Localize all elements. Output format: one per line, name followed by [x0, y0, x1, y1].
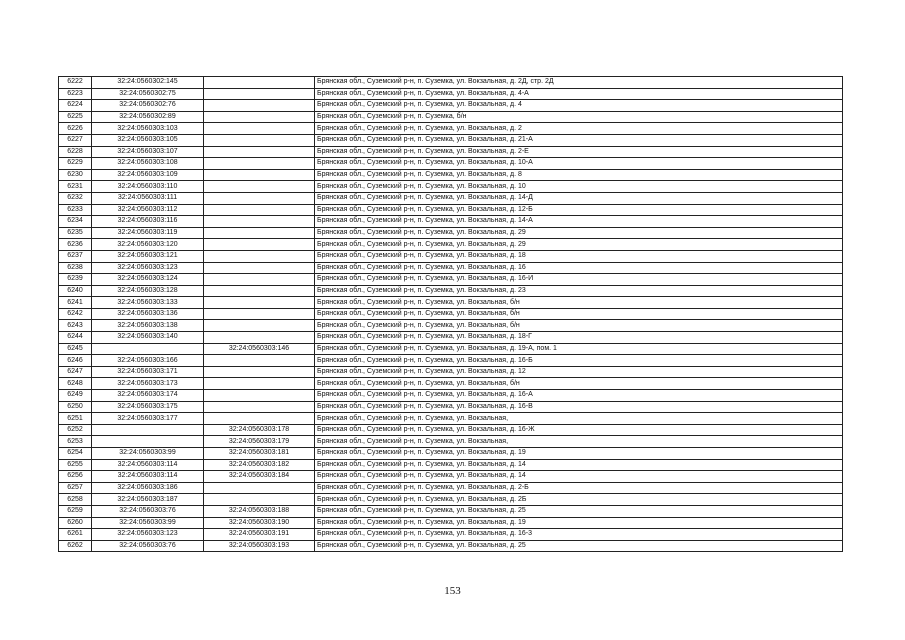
address-cell: Брянская обл., Суземский р-н, п. Суземка, ул. Вокзальная, д. 10-А	[315, 158, 843, 170]
cadastral-number-cell: 32:24:0560302:89	[92, 111, 204, 123]
row-number-cell: 6233	[59, 204, 92, 216]
row-number-cell: 6222	[59, 77, 92, 89]
related-cadastral-number-cell: 32:24:0560303:191	[204, 529, 315, 541]
address-cell: Брянская обл., Суземский р-н, п. Суземка, ул. Вокзальная, б/н	[315, 320, 843, 332]
cadastral-number-cell: 32:24:0560303:128	[92, 285, 204, 297]
table-row	[59, 505, 843, 517]
address-cell: Брянская обл., Суземский р-н, п. Суземка, ул. Вокзальная, д. 25	[315, 505, 843, 517]
cadastral-number-cell: 32:24:0560303:177	[92, 413, 204, 425]
address-cell: Брянская обл., Суземский р-н, п. Суземка, ул. Вокзальная, д. 16-А	[315, 390, 843, 402]
address-cell: Брянская обл., Суземский р-н, п. Суземка, ул. Вокзальная, д. 12	[315, 366, 843, 378]
address-cell: Брянская обл., Суземский р-н, п. Суземка, ул. Вокзальная, д. 2-Б	[315, 482, 843, 494]
row-number-cell: 6237	[59, 250, 92, 262]
row-number-cell: 6257	[59, 482, 92, 494]
row-number-cell: 6250	[59, 401, 92, 413]
cadastral-number-cell: 32:24:0560303:173	[92, 378, 204, 390]
cadastral-number-cell: 32:24:0560303:140	[92, 332, 204, 344]
address-cell: Брянская обл., Суземский р-н, п. Суземка, ул. Вокзальная, д. 23	[315, 285, 843, 297]
cadastral-number-cell: 32:24:0560303:99	[92, 448, 204, 460]
cadastral-number-cell: 32:24:0560302:76	[92, 100, 204, 112]
cadastral-number-cell: 32:24:0560303:123	[92, 529, 204, 541]
cadastral-number-cell: 32:24:0560303:114	[92, 459, 204, 471]
row-number-cell: 6246	[59, 355, 92, 367]
table-row	[59, 285, 843, 297]
table-row	[59, 169, 843, 181]
related-cadastral-number-cell	[204, 355, 315, 367]
related-cadastral-number-cell	[204, 158, 315, 170]
table-row	[59, 181, 843, 193]
row-number-cell: 6243	[59, 320, 92, 332]
row-number-cell: 6242	[59, 308, 92, 320]
table-row	[59, 227, 843, 239]
table-row	[59, 436, 843, 448]
row-number-cell: 6251	[59, 413, 92, 425]
cadastral-number-cell: 32:24:0560303:120	[92, 239, 204, 251]
table-row	[59, 517, 843, 529]
related-cadastral-number-cell: 32:24:0560303:146	[204, 343, 315, 355]
row-number-cell: 6253	[59, 436, 92, 448]
table-row	[59, 343, 843, 355]
cadastral-number-cell	[92, 343, 204, 355]
cadastral-number-cell: 32:24:0560303:138	[92, 320, 204, 332]
cadastral-number-cell: 32:24:0560303:119	[92, 227, 204, 239]
row-number-cell: 6244	[59, 332, 92, 344]
related-cadastral-number-cell	[204, 297, 315, 309]
address-cell: Брянская обл., Суземский р-н, п. Суземка, ул. Вокзальная, д. 29	[315, 239, 843, 251]
cadastral-number-cell: 32:24:0560303:76	[92, 505, 204, 517]
table-row	[59, 192, 843, 204]
address-cell: Брянская обл., Суземский р-н, п. Суземка, ул. Вокзальная, д. 14	[315, 459, 843, 471]
related-cadastral-number-cell: 32:24:0560303:181	[204, 448, 315, 460]
cadastral-number-cell: 32:24:0560303:187	[92, 494, 204, 506]
table-row	[59, 123, 843, 135]
address-cell: Брянская обл., Суземский р-н, п. Суземка, ул. Вокзальная,	[315, 413, 843, 425]
address-cell: Брянская обл., Суземский р-н, п. Суземка, ул. Вокзальная, д. 16-Ж	[315, 424, 843, 436]
cadastral-number-cell: 32:24:0560303:103	[92, 123, 204, 135]
related-cadastral-number-cell	[204, 204, 315, 216]
registry-table-body	[59, 77, 843, 552]
cadastral-number-cell	[92, 424, 204, 436]
row-number-cell: 6235	[59, 227, 92, 239]
related-cadastral-number-cell	[204, 181, 315, 193]
table-row	[59, 111, 843, 123]
cadastral-number-cell: 32:24:0560303:108	[92, 158, 204, 170]
address-cell: Брянская обл., Суземский р-н, п. Суземка, ул. Вокзальная, д. 19-А, пом. 1	[315, 343, 843, 355]
related-cadastral-number-cell	[204, 285, 315, 297]
address-cell: Брянская обл., Суземский р-н, п. Суземка, ул. Вокзальная, д. 14-Д	[315, 192, 843, 204]
related-cadastral-number-cell	[204, 192, 315, 204]
row-number-cell: 6240	[59, 285, 92, 297]
table-row	[59, 134, 843, 146]
table-row	[59, 401, 843, 413]
table-row	[59, 320, 843, 332]
table-row	[59, 355, 843, 367]
row-number-cell: 6245	[59, 343, 92, 355]
address-cell: Брянская обл., Суземский р-н, п. Суземка, ул. Вокзальная, д. 2-Е	[315, 146, 843, 158]
address-cell: Брянская обл., Суземский р-н, п. Суземка, ул. Вокзальная, д. 19	[315, 517, 843, 529]
related-cadastral-number-cell	[204, 482, 315, 494]
cadastral-number-cell: 32:24:0560303:175	[92, 401, 204, 413]
cadastral-number-cell: 32:24:0560303:121	[92, 250, 204, 262]
related-cadastral-number-cell: 32:24:0560303:182	[204, 459, 315, 471]
table-row	[59, 540, 843, 552]
row-number-cell: 6234	[59, 216, 92, 228]
address-cell: Брянская обл., Суземский р-н, п. Суземка, ул. Вокзальная, д. 12-Б	[315, 204, 843, 216]
table-row	[59, 459, 843, 471]
table-row	[59, 274, 843, 286]
cadastral-number-cell: 32:24:0560303:166	[92, 355, 204, 367]
related-cadastral-number-cell	[204, 332, 315, 344]
address-cell: Брянская обл., Суземский р-н, п. Суземка, ул. Вокзальная, д. 14	[315, 471, 843, 483]
related-cadastral-number-cell	[204, 378, 315, 390]
cadastral-number-cell: 32:24:0560303:109	[92, 169, 204, 181]
table-row	[59, 297, 843, 309]
address-cell: Брянская обл., Суземский р-н, п. Суземка, ул. Вокзальная, д. 16	[315, 262, 843, 274]
row-number-cell: 6229	[59, 158, 92, 170]
related-cadastral-number-cell: 32:24:0560303:188	[204, 505, 315, 517]
row-number-cell: 6260	[59, 517, 92, 529]
address-cell: Брянская обл., Суземский р-н, п. Суземка, ул. Вокзальная, д. 2Б	[315, 494, 843, 506]
row-number-cell: 6254	[59, 448, 92, 460]
related-cadastral-number-cell	[204, 146, 315, 158]
address-cell: Брянская обл., Суземский р-н, п. Суземка, ул. Вокзальная, д. 25	[315, 540, 843, 552]
table-row	[59, 158, 843, 170]
related-cadastral-number-cell	[204, 134, 315, 146]
cadastral-number-cell: 32:24:0560303:110	[92, 181, 204, 193]
related-cadastral-number-cell	[204, 227, 315, 239]
cadastral-number-cell: 32:24:0560303:124	[92, 274, 204, 286]
table-row	[59, 204, 843, 216]
cadastral-number-cell: 32:24:0560303:174	[92, 390, 204, 402]
address-cell: Брянская обл., Суземский р-н, п. Суземка, ул. Вокзальная, д. 14-А	[315, 216, 843, 228]
table-row	[59, 250, 843, 262]
row-number-cell: 6226	[59, 123, 92, 135]
address-cell: Брянская обл., Суземский р-н, п. Суземка, ул. Вокзальная, д. 8	[315, 169, 843, 181]
table-row	[59, 366, 843, 378]
table-row	[59, 88, 843, 100]
address-cell: Брянская обл., Суземский р-н, п. Суземка, б/н	[315, 111, 843, 123]
row-number-cell: 6252	[59, 424, 92, 436]
related-cadastral-number-cell	[204, 77, 315, 89]
related-cadastral-number-cell	[204, 100, 315, 112]
row-number-cell: 6247	[59, 366, 92, 378]
related-cadastral-number-cell	[204, 250, 315, 262]
row-number-cell: 6248	[59, 378, 92, 390]
table-row	[59, 482, 843, 494]
related-cadastral-number-cell	[204, 366, 315, 378]
row-number-cell: 6241	[59, 297, 92, 309]
cadastral-number-cell: 32:24:0560303:171	[92, 366, 204, 378]
row-number-cell: 6249	[59, 390, 92, 402]
row-number-cell: 6231	[59, 181, 92, 193]
address-cell: Брянская обл., Суземский р-н, п. Суземка, ул. Вокзальная, д. 16-В	[315, 401, 843, 413]
related-cadastral-number-cell	[204, 274, 315, 286]
table-row	[59, 216, 843, 228]
related-cadastral-number-cell	[204, 216, 315, 228]
table-row	[59, 448, 843, 460]
address-cell: Брянская обл., Суземский р-н, п. Суземка, ул. Вокзальная, д. 4	[315, 100, 843, 112]
address-cell: Брянская обл., Суземский р-н, п. Суземка, ул. Вокзальная,	[315, 436, 843, 448]
row-number-cell: 6223	[59, 88, 92, 100]
row-number-cell: 6255	[59, 459, 92, 471]
cadastral-number-cell: 32:24:0560303:133	[92, 297, 204, 309]
row-number-cell: 6238	[59, 262, 92, 274]
cadastral-number-cell: 32:24:0560303:111	[92, 192, 204, 204]
cadastral-number-cell: 32:24:0560303:112	[92, 204, 204, 216]
row-number-cell: 6232	[59, 192, 92, 204]
table-row	[59, 413, 843, 425]
related-cadastral-number-cell	[204, 320, 315, 332]
address-cell: Брянская обл., Суземский р-н, п. Суземка, ул. Вокзальная, д. 16-3	[315, 529, 843, 541]
related-cadastral-number-cell: 32:24:0560303:179	[204, 436, 315, 448]
row-number-cell: 6256	[59, 471, 92, 483]
address-cell: Брянская обл., Суземский р-н, п. Суземка, ул. Вокзальная, д. 29	[315, 227, 843, 239]
table-row	[59, 529, 843, 541]
row-number-cell: 6239	[59, 274, 92, 286]
table-row	[59, 494, 843, 506]
table-row	[59, 332, 843, 344]
address-cell: Брянская обл., Суземский р-н, п. Суземка, ул. Вокзальная, д. 16-И	[315, 274, 843, 286]
row-number-cell: 6261	[59, 529, 92, 541]
address-cell: Брянская обл., Суземский р-н, п. Суземка, ул. Вокзальная, д. 16-Б	[315, 355, 843, 367]
row-number-cell: 6258	[59, 494, 92, 506]
address-cell: Брянская обл., Суземский р-н, п. Суземка, ул. Вокзальная, д. 2Д, стр. 2Д	[315, 77, 843, 89]
related-cadastral-number-cell	[204, 390, 315, 402]
address-cell: Брянская обл., Суземский р-н, п. Суземка, ул. Вокзальная, д. 18-Г	[315, 332, 843, 344]
address-cell: Брянская обл., Суземский р-н, п. Суземка, ул. Вокзальная, д. 18	[315, 250, 843, 262]
cadastral-number-cell	[92, 436, 204, 448]
related-cadastral-number-cell	[204, 401, 315, 413]
related-cadastral-number-cell	[204, 262, 315, 274]
address-cell: Брянская обл., Суземский р-н, п. Суземка, ул. Вокзальная, б/н	[315, 378, 843, 390]
related-cadastral-number-cell: 32:24:0560303:193	[204, 540, 315, 552]
row-number-cell: 6224	[59, 100, 92, 112]
address-cell: Брянская обл., Суземский р-н, п. Суземка, ул. Вокзальная, д. 4-А	[315, 88, 843, 100]
registry-table	[58, 76, 843, 552]
row-number-cell: 6259	[59, 505, 92, 517]
row-number-cell: 6225	[59, 111, 92, 123]
table-row	[59, 146, 843, 158]
table-row	[59, 471, 843, 483]
table-row	[59, 262, 843, 274]
cadastral-number-cell: 32:24:0560303:136	[92, 308, 204, 320]
table-row	[59, 77, 843, 89]
table-row	[59, 308, 843, 320]
cadastral-number-cell: 32:24:0560303:107	[92, 146, 204, 158]
row-number-cell: 6228	[59, 146, 92, 158]
cadastral-number-cell: 32:24:0560303:105	[92, 134, 204, 146]
cadastral-number-cell: 32:24:0560303:186	[92, 482, 204, 494]
related-cadastral-number-cell	[204, 308, 315, 320]
related-cadastral-number-cell: 32:24:0560303:190	[204, 517, 315, 529]
related-cadastral-number-cell	[204, 88, 315, 100]
table-row	[59, 390, 843, 402]
row-number-cell: 6236	[59, 239, 92, 251]
related-cadastral-number-cell	[204, 239, 315, 251]
address-cell: Брянская обл., Суземский р-н, п. Суземка, ул. Вокзальная, б/н	[315, 308, 843, 320]
cadastral-number-cell: 32:24:0560303:76	[92, 540, 204, 552]
cadastral-number-cell: 32:24:0560302:145	[92, 77, 204, 89]
table-row	[59, 239, 843, 251]
cadastral-number-cell: 32:24:0560302:75	[92, 88, 204, 100]
table-row	[59, 424, 843, 436]
cadastral-number-cell: 32:24:0560303:114	[92, 471, 204, 483]
table-row	[59, 100, 843, 112]
related-cadastral-number-cell: 32:24:0560303:178	[204, 424, 315, 436]
cadastral-number-cell: 32:24:0560303:99	[92, 517, 204, 529]
address-cell: Брянская обл., Суземский р-н, п. Суземка, ул. Вокзальная, б/н	[315, 297, 843, 309]
address-cell: Брянская обл., Суземский р-н, п. Суземка, ул. Вокзальная, д. 19	[315, 448, 843, 460]
related-cadastral-number-cell: 32:24:0560303:184	[204, 471, 315, 483]
table-row	[59, 378, 843, 390]
related-cadastral-number-cell	[204, 413, 315, 425]
related-cadastral-number-cell	[204, 169, 315, 181]
cadastral-number-cell: 32:24:0560303:123	[92, 262, 204, 274]
row-number-cell: 6262	[59, 540, 92, 552]
related-cadastral-number-cell	[204, 494, 315, 506]
related-cadastral-number-cell	[204, 123, 315, 135]
address-cell: Брянская обл., Суземский р-н, п. Суземка, ул. Вокзальная, д. 21-А	[315, 134, 843, 146]
row-number-cell: 6230	[59, 169, 92, 181]
page-number: 153	[444, 585, 461, 597]
related-cadastral-number-cell	[204, 111, 315, 123]
address-cell: Брянская обл., Суземский р-н, п. Суземка, ул. Вокзальная, д. 10	[315, 181, 843, 193]
cadastral-number-cell: 32:24:0560303:116	[92, 216, 204, 228]
row-number-cell: 6227	[59, 134, 92, 146]
address-cell: Брянская обл., Суземский р-н, п. Суземка, ул. Вокзальная, д. 2	[315, 123, 843, 135]
